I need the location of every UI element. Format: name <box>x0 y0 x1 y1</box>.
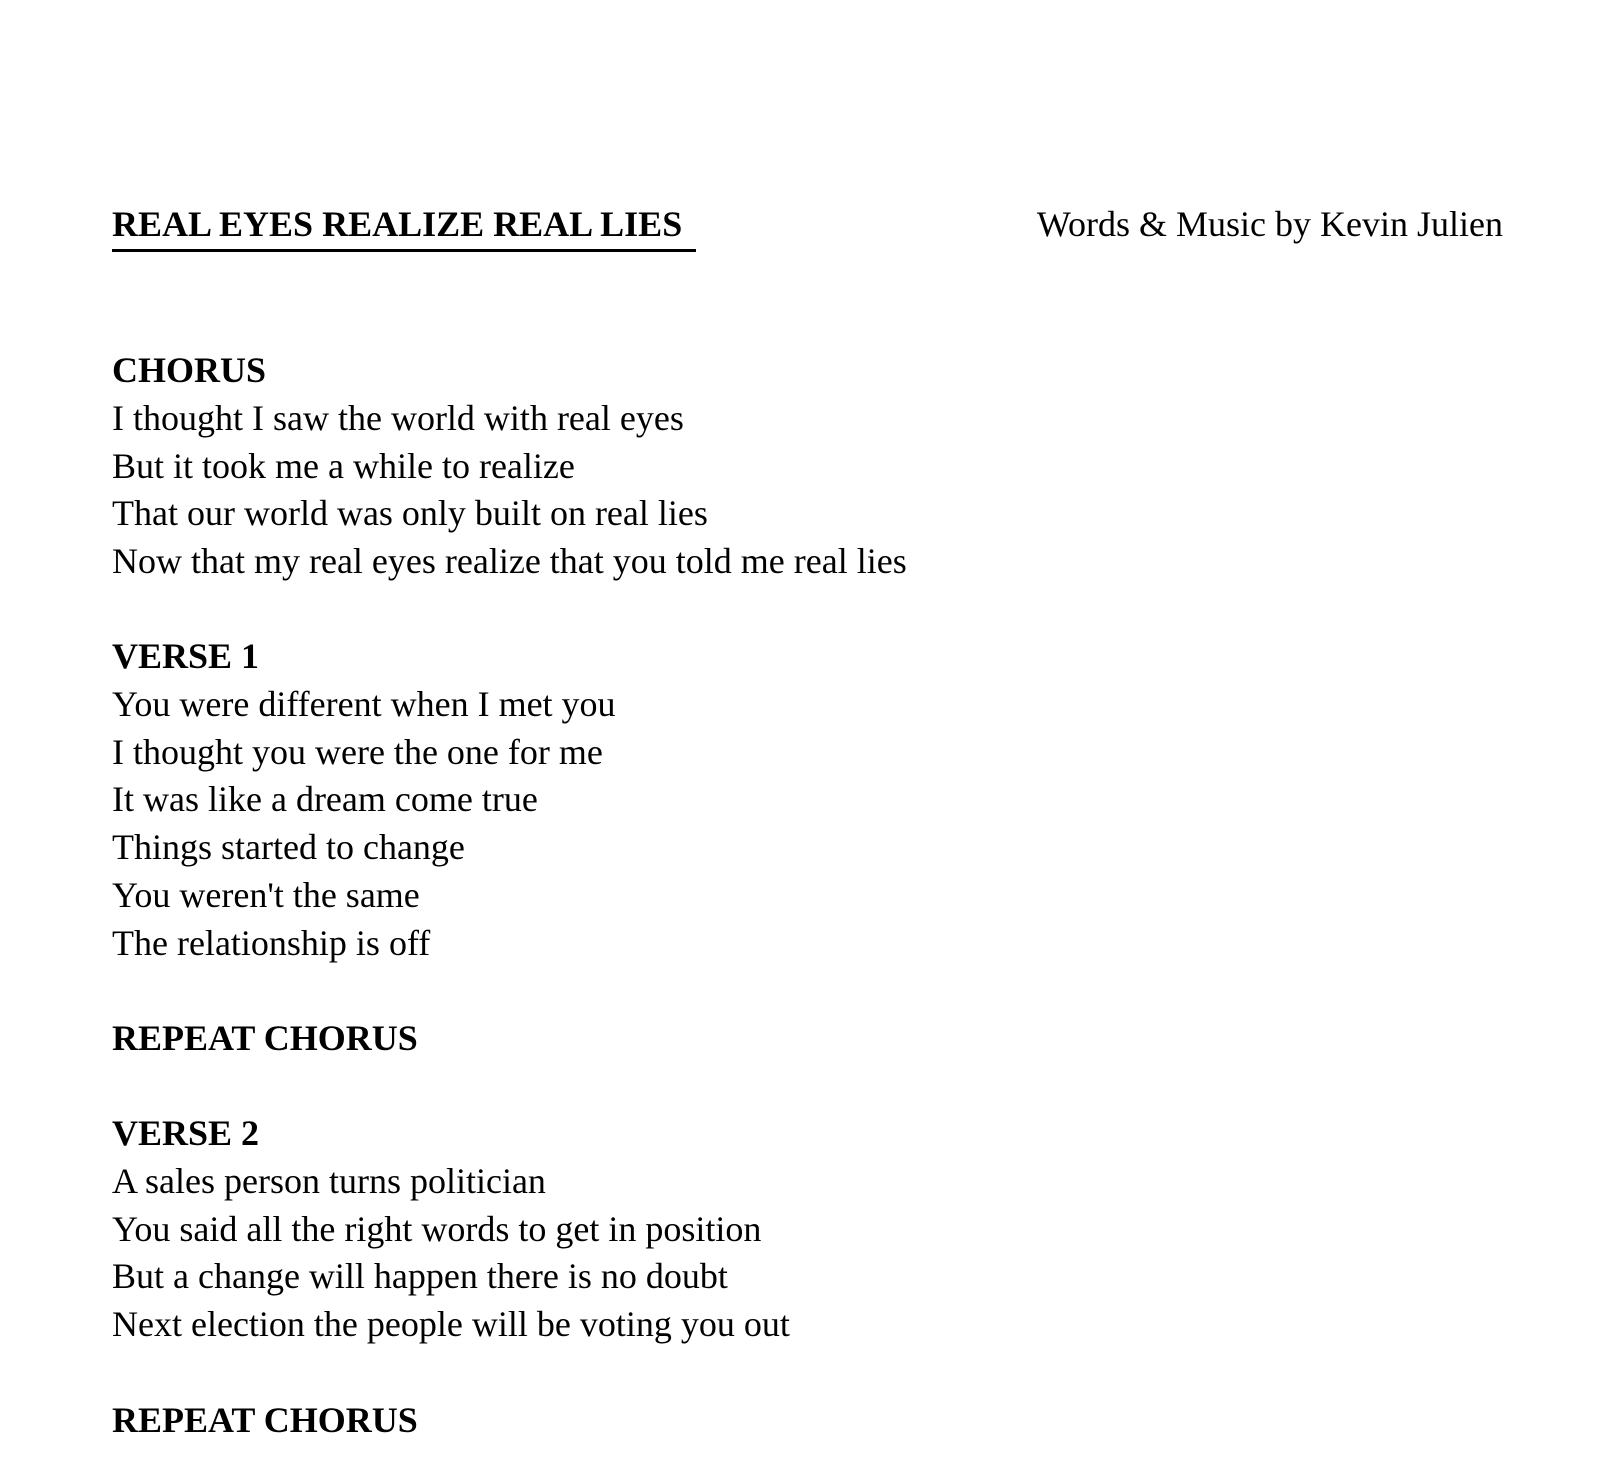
section-heading: REPEAT CHORUS <box>112 1399 418 1440</box>
section-verse-1 <box>112 633 1503 967</box>
lyric-line: A sales person turns politician <box>112 1161 546 1201</box>
section-heading: VERSE 1 <box>112 636 260 677</box>
lyric-line: Next election the people will be voting you out <box>112 1304 790 1345</box>
lyric-line: The relationship is off <box>112 922 431 963</box>
lyric-line: It was like a dream come true <box>112 779 538 820</box>
section-heading: REPEAT CHORUS <box>112 1017 418 1058</box>
lyric-line: But a change will happen there is no doubt <box>112 1256 728 1297</box>
lyric-line: Now that my real eyes realize that you told me real lies <box>112 540 907 581</box>
song-title: REAL EYES REALIZE REAL LIES <box>112 201 696 252</box>
songwriter-credit: Words & Music by Kevin Julien <box>1036 204 1503 244</box>
lyric-line: Things started to change <box>112 827 465 868</box>
section-heading: VERSE 2 <box>112 1113 260 1154</box>
lyric-line: That our world was only built on real lies <box>112 493 708 534</box>
lyric-line: You said all the right words to get in position <box>112 1208 762 1249</box>
section-repeat-chorus-1 <box>112 1015 1503 1063</box>
section-chorus <box>112 347 1503 586</box>
section-heading: CHORUS <box>112 350 267 391</box>
title-row <box>112 201 1503 252</box>
lyric-line: But it took me a while to realize <box>112 445 575 486</box>
section-verse-2 <box>112 1110 1503 1349</box>
section-repeat-chorus-2 <box>112 1397 1503 1445</box>
lyric-line: I thought you were the one for me <box>112 731 603 772</box>
lyric-line: You were different when I met you <box>112 684 616 724</box>
lyric-line: I thought I saw the world with real eyes <box>112 397 684 438</box>
lyric-line: You weren't the same <box>112 874 420 915</box>
